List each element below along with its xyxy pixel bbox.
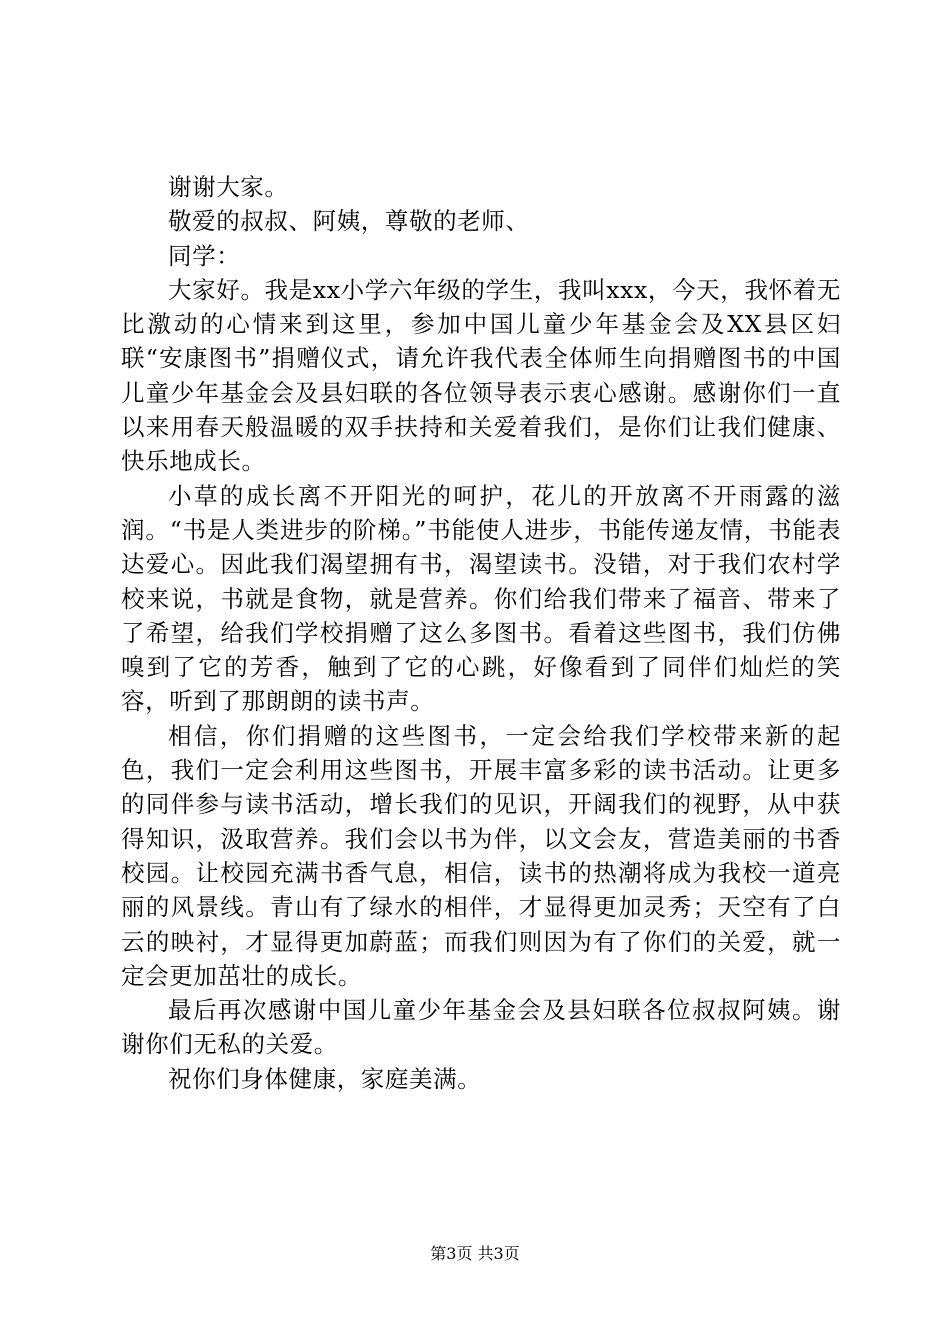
paragraph-salutation: 敬爱的叔叔、阿姨，尊敬的老师、	[168, 207, 530, 236]
paragraph-final-thanks: 最后再次感谢中国儿童少年基金会及县妇联各位叔叔阿姨。谢谢你们无私的关爱。	[121, 996, 841, 1059]
paragraph-greeting: 大家好。我是xx小学六年级的学生，我叫xxx，今天，我怀着无比激动的心情来到这里，参加中国儿童少年基金会及XX县区妇联“安康图书”捐赠仪式，请允许我代表全体师生向捐赠图书的中国儿童少年基金会及县妇联的各位领导表示衷心感谢。感谢你们一直以来用春天般温暖的双手扶持和关爱着我们，是你们让我们健康、快乐地成长。	[121, 275, 841, 476]
paragraph-promise: 相信，你们捐赠的这些图书，一定会给我们学校带来新的起色，我们一定会利用这些图书，开展丰富多彩的读书活动。让更多的同伴参与读书活动，增长我们的见识，开阔我们的视野，从中获得知识，汲取营养。我们会以书为伴，以文会友，营造美丽的书香校园。让校园充满书香气息，相信，读书的热潮将成为我校一道亮丽的风景线。青山有了绿水的相伴，才显得更加灵秀；天空有了白云的映衬，才显得更加蔚蓝；而我们则因为有了你们的关爱，就一定会更加茁壮的成长。	[121, 721, 841, 990]
paragraph-wishes: 祝你们身体健康，家庭美满。	[168, 1064, 482, 1093]
paragraph-closing-thanks: 谢谢大家。	[168, 173, 289, 201]
page-number-footer: 第3页 共3页	[430, 1244, 520, 1263]
paragraph-salutation-cont: 同学：	[168, 241, 241, 270]
paragraph-books-value: 小草的成长离不开阳光的呵护，花儿的开放离不开雨露的滋润。“书是人类进步的阶梯。”书能使人进步，书能传递友情，书能表达爱心。因此我们渴望拥有书，渴望读书。没错，对于我们农村学校来说，书就是食物，就是营养。你们给我们带来了福音、带来了了希望，给我们学校捐赠了这么多图书。看着这些图书，我们仿佛嗅到了它的芳香，触到了它的心跳，好像看到了同伴们灿烂的笑容，听到了那朗朗的读书声。	[121, 481, 841, 716]
document-body	[121, 170, 841, 1096]
